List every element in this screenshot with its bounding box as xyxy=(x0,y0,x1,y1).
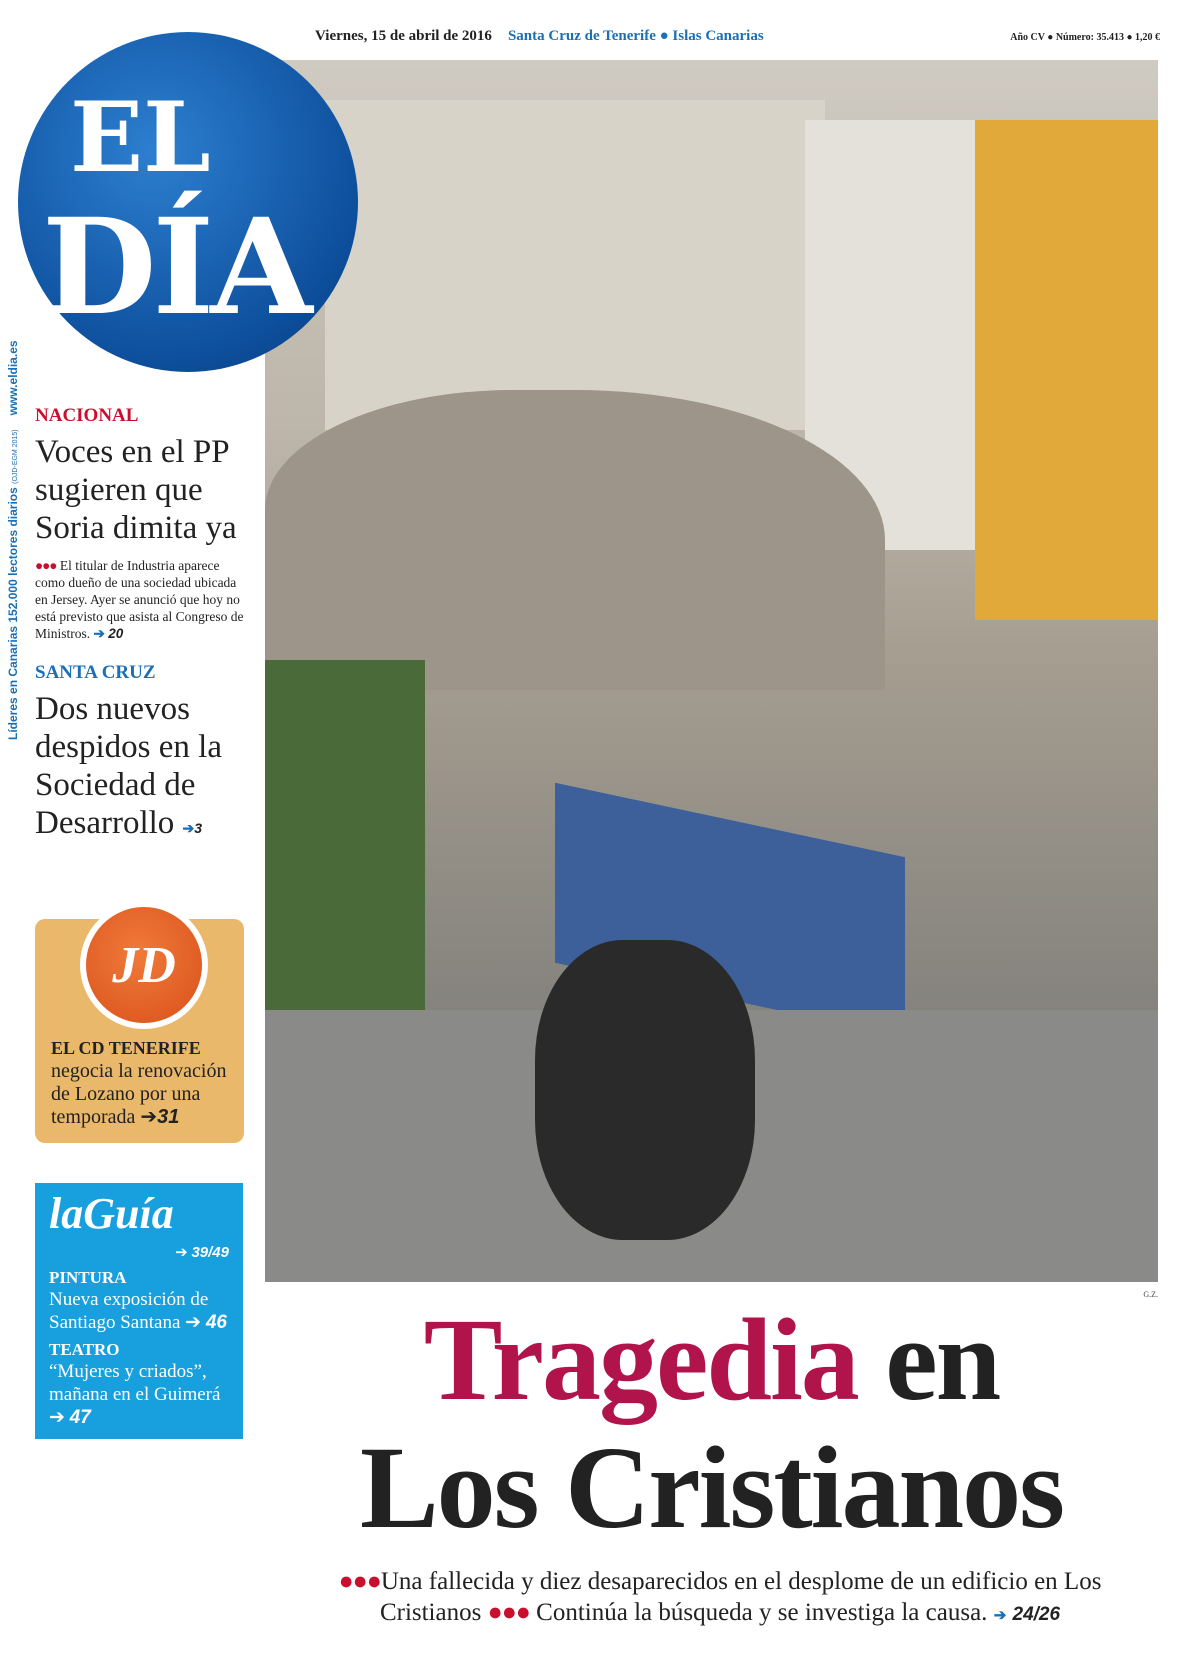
guia-item[interactable] xyxy=(49,1360,229,1429)
main-headline-line-2[interactable]: Los Cristianos xyxy=(359,1422,1064,1553)
logo-line-2: DÍA xyxy=(42,190,309,345)
photo-credit: G.Z. xyxy=(1143,1290,1158,1299)
guia-item[interactable] xyxy=(49,1288,229,1334)
masthead-logo[interactable] xyxy=(18,32,358,372)
story-kicker: SANTA CRUZ xyxy=(35,662,156,683)
headline-text: Dos nuevos despidos en la Sociedad de Desarrollo xyxy=(35,691,222,841)
bullet-dots-icon: ●●● xyxy=(35,558,57,573)
main-headline[interactable] xyxy=(265,1296,1158,1424)
story-headline[interactable] xyxy=(35,690,250,849)
la-guia-box[interactable] xyxy=(35,1183,243,1439)
page-ref: 46 xyxy=(205,1312,227,1333)
jd-text: negocia la renovación de Lozano por una temporada xyxy=(51,1060,227,1128)
page-ref[interactable]: 24/26 xyxy=(1012,1604,1061,1625)
guia-item-text: Nueva exposición de Santiago Santana xyxy=(49,1289,209,1333)
arrow-icon: ➔ xyxy=(185,1312,202,1333)
story-nacional[interactable] xyxy=(35,405,250,642)
arrow-icon: ➔ xyxy=(140,1106,158,1128)
logo-line-1: EL xyxy=(70,81,211,194)
page-ref: 47 xyxy=(69,1407,91,1428)
arrow-icon: ➔ xyxy=(49,1407,65,1428)
city: Santa Cruz de Tenerife xyxy=(507,28,656,44)
main-subheadline xyxy=(285,1566,1155,1632)
bullet-dots-icon: ●●● xyxy=(338,1568,381,1595)
bullet-dots-icon: ●●● xyxy=(487,1599,530,1626)
la-guia-logo: laGuía xyxy=(49,1189,174,1238)
arrow-icon: ➔ xyxy=(93,626,105,641)
guia-kicker: TEATRO xyxy=(49,1340,120,1359)
sub-text-1: Una fallecida y diez desaparecidos en el desplome de un edificio en Los Cristianos xyxy=(379,1568,1102,1626)
arrow-icon: ➔ xyxy=(175,1245,188,1261)
guia-kicker: PINTURA xyxy=(49,1268,127,1287)
jd-kicker: EL CD TENERIFE xyxy=(51,1038,201,1058)
jd-logo: JD xyxy=(80,901,208,1029)
website-link[interactable]: www.eldia.es xyxy=(6,340,20,416)
story-santa-cruz[interactable] xyxy=(35,662,250,849)
headline-rest: en xyxy=(885,1294,1000,1425)
guia-item-text: “Mujeres y criados”, mañana en el Guimerá xyxy=(49,1361,221,1405)
arrow-icon: ➔ xyxy=(993,1608,1007,1624)
story-text: El titular de Industria aparece como dueño de una sociedad ubicada en Jersey. Ayer se anunció que hoy no está previsto que asista al Congreso de Ministros. xyxy=(35,558,244,641)
jd-promo-box[interactable] xyxy=(35,919,244,1143)
page-ref[interactable]: 31 xyxy=(157,1106,180,1128)
bullet-icon: ● xyxy=(659,28,669,44)
issue-info: Año CV ● Número: 35.413 ● 1,20 € xyxy=(1010,32,1160,43)
edition-header xyxy=(315,28,1160,45)
region: Islas Canarias xyxy=(672,28,764,44)
page-ref[interactable]: 20 xyxy=(108,626,124,641)
arrow-icon: ➔ xyxy=(182,822,195,837)
story-headline[interactable]: Voces en el PP sugieren que Soria dimita ya xyxy=(35,434,237,546)
edition-date: Viernes, 15 de abril de 2016 xyxy=(315,28,492,44)
story-kicker: NACIONAL xyxy=(35,405,139,426)
readership-source: (OJD-EGM 2015) xyxy=(12,429,19,484)
page-ref[interactable]: 3 xyxy=(194,820,203,836)
vertical-tagline xyxy=(6,340,20,740)
edition-place xyxy=(508,28,764,45)
jd-story[interactable] xyxy=(51,1037,228,1129)
page-ref: 39/49 xyxy=(191,1244,229,1261)
sub-text-2: Continúa la búsqueda y se investiga la causa. xyxy=(536,1599,988,1626)
headline-red: Tragedia xyxy=(423,1294,858,1425)
left-column xyxy=(35,405,250,1439)
readership: Líderes en Canarias 152.000 lectores diarios xyxy=(6,487,20,740)
guia-pages[interactable] xyxy=(49,1243,229,1262)
story-body xyxy=(35,557,250,642)
main-photo xyxy=(265,60,1158,1282)
